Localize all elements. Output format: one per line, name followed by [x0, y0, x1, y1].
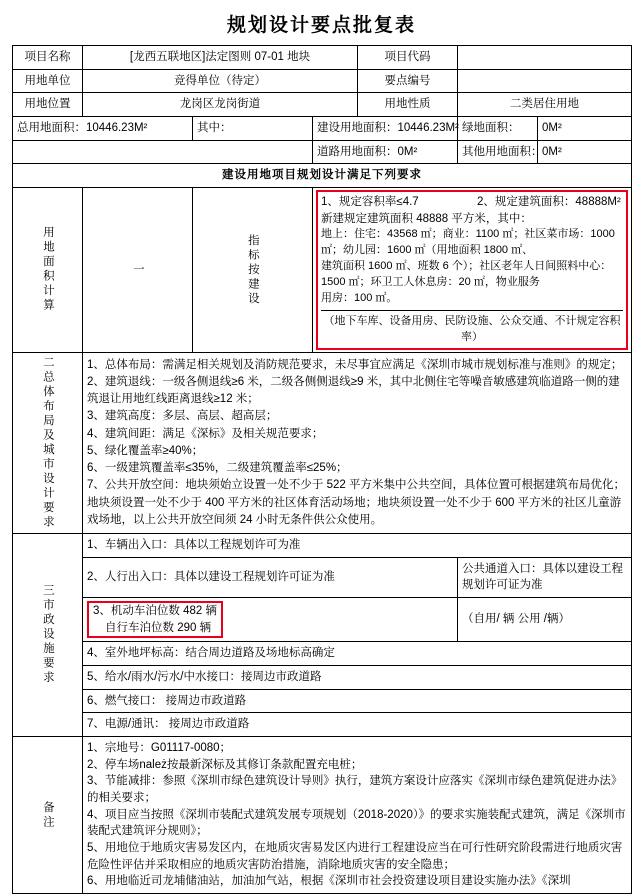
parking-highlight-box — [87, 601, 223, 638]
section-banner-title: 建设用地项目规划设计满足下列要求 — [13, 164, 632, 188]
field-label-point-number: 要点编号 — [358, 69, 458, 93]
parking-row — [83, 597, 458, 641]
far-row — [321, 194, 623, 211]
list-item: 2、建筑退线：一级各侧退线≥6 米，二级各侧侧退线≥9 米，其中北侧住宅等噪音敏感建筑临道路一侧的建筑退让用地红线距离退线≥12 米； — [87, 375, 620, 406]
far-exclusion-note: （地下车库、设备用房、民防设施、公众交通、不计规定容积率） — [321, 310, 623, 346]
list-item: 6、一级建筑覆盖率≤35%，二级建筑覆盖率≤25%； — [87, 462, 348, 475]
list-item: 1、宗地号：G01117-0080； — [87, 741, 232, 754]
section-two-list — [87, 357, 627, 530]
table-row — [13, 642, 632, 666]
field-label-including: 其中： — [193, 117, 313, 141]
list-item: 2、停车场należ按最新深标及其修订条款配置充电桩； — [87, 758, 363, 771]
table-row — [13, 46, 632, 70]
building-area-detail-4: 用房：100 ㎡。 — [321, 292, 398, 305]
field-value-land-nature: 二类居住用地 — [458, 93, 632, 117]
table-row — [13, 117, 632, 141]
table-row-remark — [13, 736, 632, 893]
approval-form-table — [12, 45, 632, 894]
field-label-other-area: 其他用地面积： — [458, 140, 538, 164]
far-limit: 1、规定容积率≤4.7 — [321, 196, 419, 209]
field-value-project-code — [458, 46, 632, 70]
motor-vehicle-parking: 3、机动车泊位数 482 辆 — [93, 604, 217, 617]
field-blank-area — [13, 140, 313, 164]
list-item: 4、项目应当按照《深圳市装配式建筑发展专项规划（2018-2020）》的要求实施装配式建筑，满足《深圳市装配式建筑评分规则》； — [87, 808, 626, 838]
section-two-vertical-label: 二总体布局及城市设计要求 — [13, 352, 83, 533]
field-value-project-name: [龙西五联地区]法定图则 07-01 地块 — [83, 46, 358, 70]
remark-content — [83, 736, 632, 893]
field-road-land-area: 道路用地面积：0M² — [313, 140, 458, 164]
total-land-area-label: 总用地面积： — [17, 122, 86, 135]
field-label-land-nature: 用地性质 — [358, 93, 458, 117]
table-row — [13, 140, 632, 164]
table-row-section-two — [13, 352, 632, 533]
power-comm-row: 7、电源/通讯： 接周边市政道路 — [83, 713, 632, 737]
field-value-land-location: 龙岗区龙岗街道 — [83, 93, 358, 117]
public-passage-entrance: 公共通道入口：具体以建设工程规划许可证为准 — [458, 557, 632, 597]
table-row — [13, 597, 632, 641]
building-area-detail-1: 新建规定建筑面积 48888 平方米，其中： — [321, 212, 532, 225]
field-label-land-unit: 用地单位 — [13, 69, 83, 93]
field-value-land-unit: 竞得单位（待定） — [83, 69, 358, 93]
table-row — [13, 689, 632, 713]
list-item: 1、总体布局：需满足相关规划及消防规范要求，未尽事宜应满足《深圳市城市规划标准与准则》的规定； — [87, 358, 623, 371]
field-label-project-code: 项目代码 — [358, 46, 458, 70]
page-title: 规划设计要点批复表 — [226, 15, 416, 36]
list-item: 5、绿化覆盖率≥40%； — [87, 444, 204, 457]
building-area-detail-3: 建筑面积 1600 ㎡、班数 6 个）；社区老年人日间照料中心：1500 ㎡；环卫工人休息房：20 ㎡，物业服务 — [321, 260, 612, 289]
total-land-area-value: 10446.23M² — [86, 122, 148, 135]
parking-allocation: （自用/ 辆 公用 /辆） — [458, 597, 632, 641]
field-value-green-area: 0M² — [538, 117, 632, 141]
section-one-highlight-box — [316, 190, 628, 350]
field-value-other-area: 0M² — [538, 140, 632, 164]
list-item: 3、节能减排：参照《深圳市绿色建筑设计导则》执行，建筑方案设计应落实《深圳市绿色建筑促进办法》的相关要求； — [87, 775, 623, 804]
pedestrian-entrance-row: 2、人行出入口：具体以建设工程规划许可证为准 — [83, 557, 458, 597]
table-row — [13, 164, 632, 188]
field-label-project-name: 项目名称 — [13, 46, 83, 70]
table-row-section-one — [13, 188, 632, 353]
table-row-section-three — [13, 533, 632, 557]
table-row — [13, 713, 632, 737]
list-item: 4、建筑间距：满足《深标》及相关规范要求； — [87, 427, 324, 440]
list-item: 5、用地位于地质灾害易发区内，在地质灾害易发区内进行工程建设应当在可行性研究阶段需进行地质灾害危险性评估并采取相应的地质灾害防治措施，消除地质灾害的安全隐患； — [87, 842, 623, 871]
field-value-point-number — [458, 69, 632, 93]
remark-vertical-label: 备注 — [13, 736, 83, 893]
table-row — [13, 93, 632, 117]
section-one-vertical-label-left: 用地面积计算 — [13, 188, 83, 353]
section-two-content — [83, 352, 632, 533]
gas-interface-row: 6、燃气接口： 接周边市政道路 — [83, 689, 632, 713]
vehicle-entrance-row: 1、车辆出入口：具体以工程规划许可为准 — [83, 533, 632, 557]
building-area-detail-2: 地上：住宅：43568 ㎡；商业：1100 ㎡；社区菜市场：1000 ㎡；幼儿园：1600 ㎡（用地面积 1800 ㎡、 — [321, 228, 615, 257]
field-label-land-location: 用地位置 — [13, 93, 83, 117]
table-row — [13, 665, 632, 689]
table-row — [13, 557, 632, 597]
bicycle-parking: 自行车泊位数 290 辆 — [105, 621, 212, 634]
building-area-limit: 2、规定建筑面积：48888M² — [477, 196, 621, 209]
list-item: 7、公共开放空间：地块须始立设置一处不少于 522 平方米集中公共空间，具体位置可根据建筑布局优化；地块须设置一处不少于 400 平方米的社区体育活动场地；地块须设置一处不少于 600 平方米的社区儿童游戏场地，以上公共开放空间须 24 小时无条件供公众使用。 — [87, 479, 625, 526]
table-row — [13, 69, 632, 93]
water-interface-row: 5、给水/雨水/污水/中水接口：接周边市政道路 — [83, 665, 632, 689]
section-three-vertical-label: 三市政设施要求 — [13, 533, 83, 736]
ground-elevation-row: 4、室外地坪标高：结合周边道路及场地标高确定 — [83, 642, 632, 666]
field-label-green-area: 绿地面积： — [458, 117, 538, 141]
list-item: 6、用地临近司龙埔储油站，加油加气站，根据《深圳市社会投资建设项目建设实施办法》《深圳 — [87, 875, 571, 888]
section-one-vertical-label-right: 指标按建设 — [193, 188, 313, 353]
field-total-land-area — [13, 117, 193, 141]
section-one-vertical-number: 一 — [83, 188, 193, 353]
section-one-content — [313, 188, 632, 353]
field-construction-land-area: 建设用地面积：10446.23M² — [313, 117, 458, 141]
list-item: 3、建筑高度：多层、高层、超高层； — [87, 410, 278, 423]
